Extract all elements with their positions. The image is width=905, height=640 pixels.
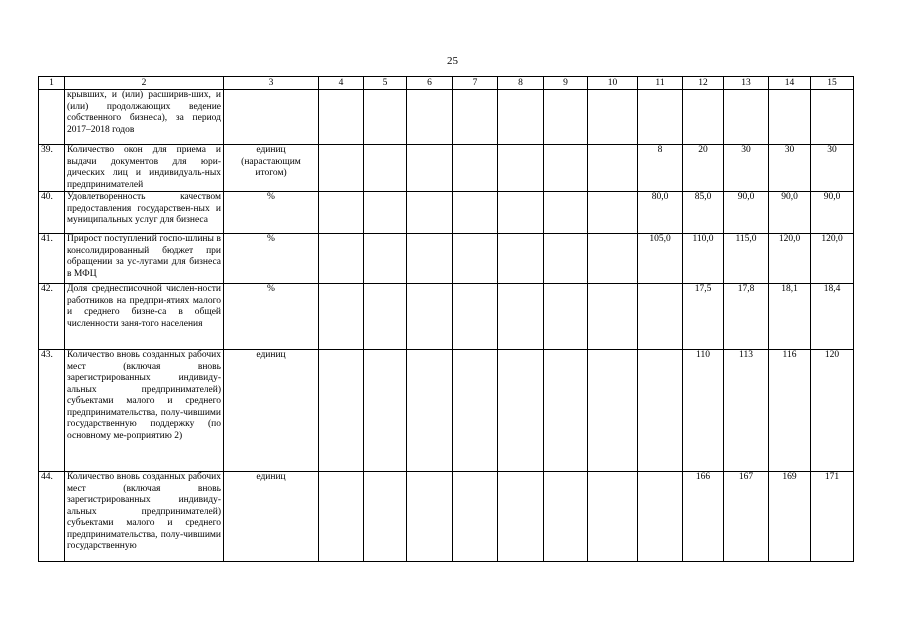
value-cell-col-15: 30 <box>811 145 854 192</box>
value-cell-col-15: 120,0 <box>811 234 854 284</box>
value-cell-col-12: 110 <box>683 350 724 472</box>
value-cell-col-12: 110,0 <box>683 234 724 284</box>
value-cell-col-13 <box>724 90 769 145</box>
column-header-8: 8 <box>498 77 544 90</box>
value-cell-col-12: 166 <box>683 472 724 562</box>
value-cell-col-7 <box>453 284 498 350</box>
indicator-name: Удовлетворенность качеством предоставления государствен-ных и муниципальных услуг для бизнеса <box>65 192 224 234</box>
value-cell-col-7 <box>453 472 498 562</box>
value-cell-col-14: 116 <box>769 350 811 472</box>
indicator-name: Количество окон для приема и выдачи документов для юри-дических лиц и индивидуаль-ных предпринимателей <box>65 145 224 192</box>
value-cell-col-4 <box>319 90 364 145</box>
value-cell-col-14: 18,1 <box>769 284 811 350</box>
value-cell-col-7 <box>453 192 498 234</box>
value-cell-col-7 <box>453 145 498 192</box>
value-cell-col-7 <box>453 350 498 472</box>
value-cell-col-13: 115,0 <box>724 234 769 284</box>
value-cell-col-14: 120,0 <box>769 234 811 284</box>
indicator-name: Количество вновь созданных рабочих мест (включая вновь зарегистрированных индивиду-альных предпринимателей) субъектами малого и среднего предпринимательства, полу-чившими государственную поддержку (по основному ме-роприятию 2) <box>65 350 224 472</box>
value-cell-col-15: 171 <box>811 472 854 562</box>
value-cell-col-11 <box>638 472 683 562</box>
column-header-7: 7 <box>453 77 498 90</box>
value-cell-col-8 <box>498 192 544 234</box>
value-cell-col-4 <box>319 192 364 234</box>
value-cell-col-6 <box>407 350 453 472</box>
value-cell-col-10 <box>588 284 638 350</box>
value-cell-col-6 <box>407 192 453 234</box>
value-cell-col-5 <box>364 472 407 562</box>
unit-cell <box>224 90 319 145</box>
value-cell-col-7 <box>453 90 498 145</box>
value-cell-col-13: 30 <box>724 145 769 192</box>
value-cell-col-13: 17,8 <box>724 284 769 350</box>
value-cell-col-11 <box>638 284 683 350</box>
value-cell-col-9 <box>544 234 588 284</box>
header-row <box>39 77 854 90</box>
value-cell-col-14: 90,0 <box>769 192 811 234</box>
unit-cell: единиц <box>224 350 319 472</box>
value-cell-col-11: 105,0 <box>638 234 683 284</box>
value-cell-col-14 <box>769 90 811 145</box>
column-header-2: 2 <box>65 77 224 90</box>
value-cell-col-9 <box>544 90 588 145</box>
unit-cell: единиц (нарастающим итогом) <box>224 145 319 192</box>
value-cell-col-8 <box>498 350 544 472</box>
indicator-name: Доля среднесписочной числен-ности работников на предпри-ятиях малого и среднего бизне-са в общей численности заня-того населения <box>65 284 224 350</box>
value-cell-col-10 <box>588 234 638 284</box>
value-cell-col-15 <box>811 90 854 145</box>
value-cell-col-4 <box>319 145 364 192</box>
table-row <box>39 145 854 192</box>
value-cell-col-12: 17,5 <box>683 284 724 350</box>
row-number: 44. <box>39 472 65 562</box>
row-number <box>39 90 65 145</box>
column-header-10: 10 <box>588 77 638 90</box>
column-header-11: 11 <box>638 77 683 90</box>
column-header-12: 12 <box>683 77 724 90</box>
row-number: 40. <box>39 192 65 234</box>
value-cell-col-6 <box>407 284 453 350</box>
value-cell-col-15: 90,0 <box>811 192 854 234</box>
row-number: 41. <box>39 234 65 284</box>
column-header-1: 1 <box>39 77 65 90</box>
value-cell-col-6 <box>407 472 453 562</box>
column-header-4: 4 <box>319 77 364 90</box>
value-cell-col-9 <box>544 192 588 234</box>
value-cell-col-9 <box>544 472 588 562</box>
value-cell-col-6 <box>407 90 453 145</box>
value-cell-col-11: 80,0 <box>638 192 683 234</box>
column-header-13: 13 <box>724 77 769 90</box>
column-header-6: 6 <box>407 77 453 90</box>
value-cell-col-5 <box>364 192 407 234</box>
value-cell-col-13: 90,0 <box>724 192 769 234</box>
value-cell-col-4 <box>319 350 364 472</box>
value-cell-col-4 <box>319 472 364 562</box>
value-cell-col-10 <box>588 192 638 234</box>
table-body <box>39 90 854 562</box>
row-number: 42. <box>39 284 65 350</box>
column-header-3: 3 <box>224 77 319 90</box>
value-cell-col-5 <box>364 350 407 472</box>
row-number: 39. <box>39 145 65 192</box>
unit-cell: % <box>224 192 319 234</box>
table-row <box>39 284 854 350</box>
row-number: 43. <box>39 350 65 472</box>
value-cell-col-5 <box>364 284 407 350</box>
column-header-9: 9 <box>544 77 588 90</box>
value-cell-col-9 <box>544 350 588 472</box>
value-cell-col-11: 8 <box>638 145 683 192</box>
value-cell-col-13: 167 <box>724 472 769 562</box>
value-cell-col-7 <box>453 234 498 284</box>
value-cell-col-14: 30 <box>769 145 811 192</box>
value-cell-col-10 <box>588 472 638 562</box>
value-cell-col-9 <box>544 284 588 350</box>
value-cell-col-8 <box>498 90 544 145</box>
indicator-name: Количество вновь созданных рабочих мест (включая вновь зарегистрированных индивиду-альных предпринимателей) субъектами малого и среднего предпринимательства, полу-чившими государственную <box>65 472 224 562</box>
indicators-table <box>38 76 854 562</box>
value-cell-col-4 <box>319 234 364 284</box>
table-row <box>39 350 854 472</box>
value-cell-col-10 <box>588 145 638 192</box>
table-row <box>39 234 854 284</box>
table-row <box>39 192 854 234</box>
value-cell-col-12: 20 <box>683 145 724 192</box>
value-cell-col-14: 169 <box>769 472 811 562</box>
value-cell-col-10 <box>588 90 638 145</box>
value-cell-col-15: 120 <box>811 350 854 472</box>
value-cell-col-8 <box>498 472 544 562</box>
column-header-15: 15 <box>811 77 854 90</box>
value-cell-col-11 <box>638 90 683 145</box>
value-cell-col-8 <box>498 234 544 284</box>
value-cell-col-8 <box>498 145 544 192</box>
unit-cell: единиц <box>224 472 319 562</box>
value-cell-col-9 <box>544 145 588 192</box>
unit-cell: % <box>224 234 319 284</box>
table-row <box>39 472 854 562</box>
value-cell-col-13: 113 <box>724 350 769 472</box>
value-cell-col-12: 85,0 <box>683 192 724 234</box>
page-number: 25 <box>447 55 458 67</box>
value-cell-col-4 <box>319 284 364 350</box>
value-cell-col-5 <box>364 234 407 284</box>
indicator-name: крывших, и (или) расширив-ших, и (или) продолжающих ведение собственного бизнеса), за период 2017–2018 годов <box>65 90 224 145</box>
value-cell-col-6 <box>407 234 453 284</box>
value-cell-col-5 <box>364 90 407 145</box>
value-cell-col-6 <box>407 145 453 192</box>
column-header-5: 5 <box>364 77 407 90</box>
value-cell-col-11 <box>638 350 683 472</box>
unit-cell: % <box>224 284 319 350</box>
column-header-14: 14 <box>769 77 811 90</box>
value-cell-col-8 <box>498 284 544 350</box>
indicator-name: Прирост поступлений госпо-шлины в консолидированный бюджет при обращении за ус-лугами для бизнеса в МФЦ <box>65 234 224 284</box>
value-cell-col-12 <box>683 90 724 145</box>
value-cell-col-15: 18,4 <box>811 284 854 350</box>
value-cell-col-10 <box>588 350 638 472</box>
value-cell-col-5 <box>364 145 407 192</box>
table-row <box>39 90 854 145</box>
